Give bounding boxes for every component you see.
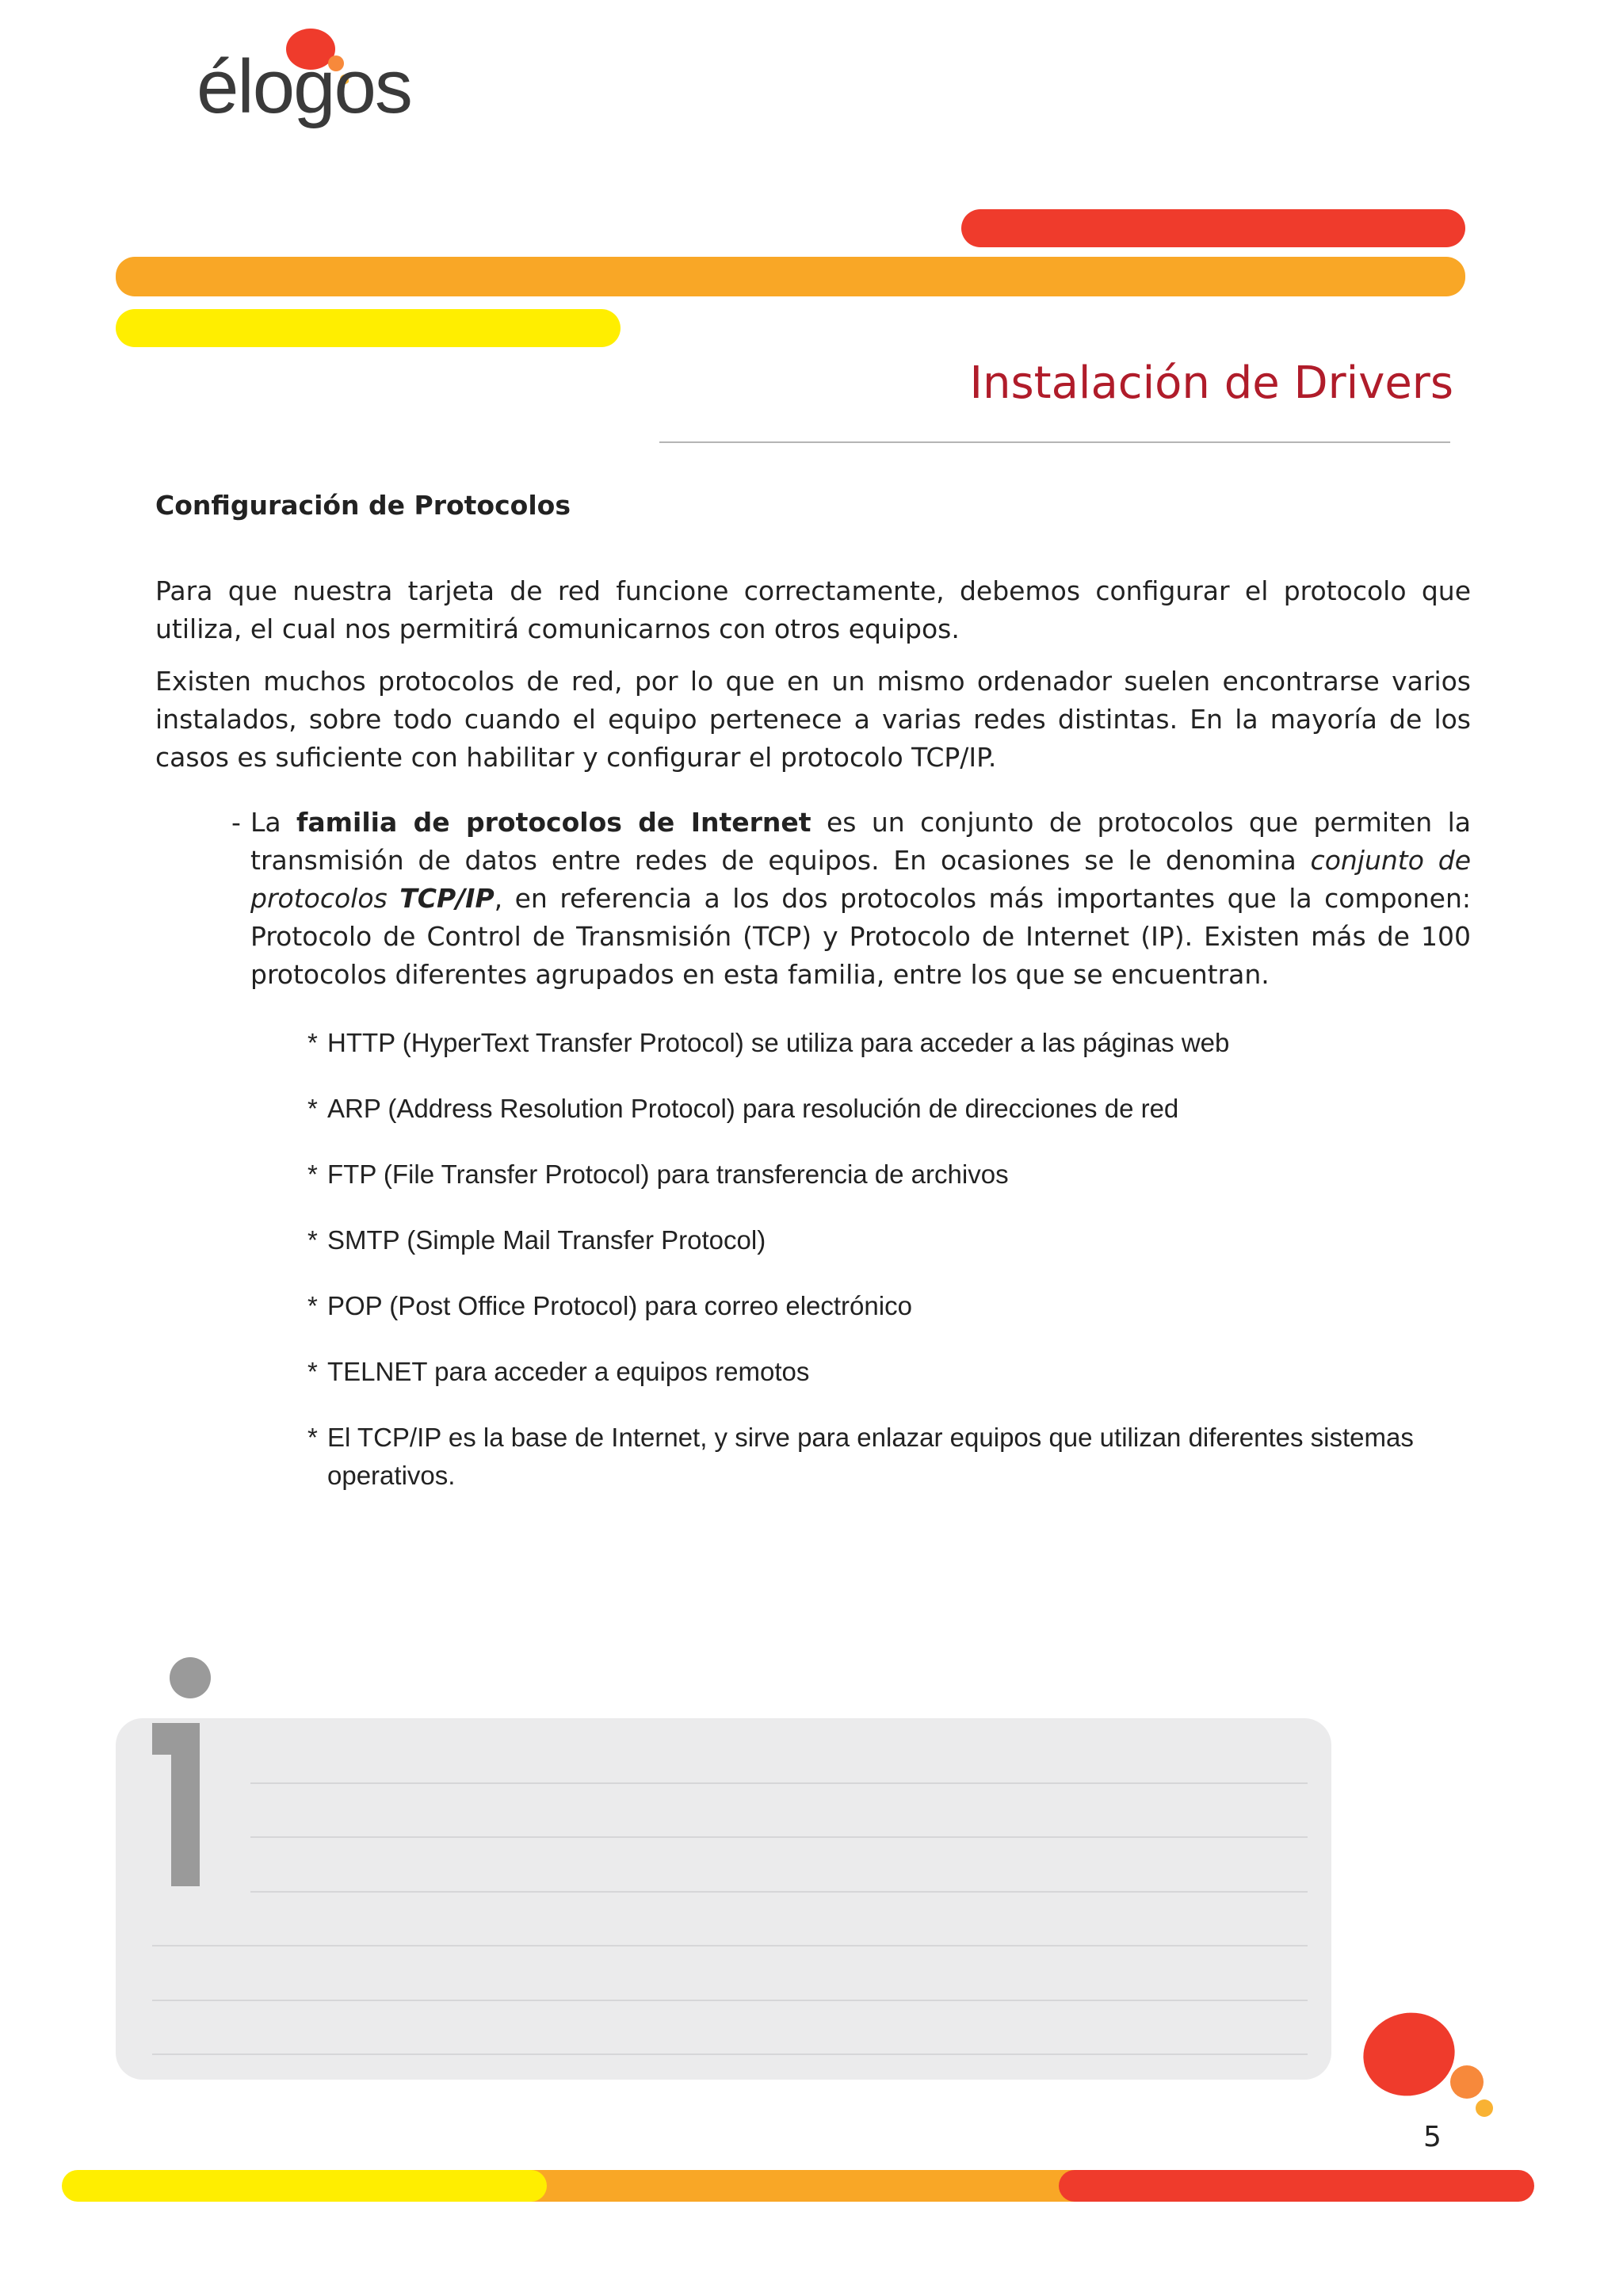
protocol-text: TELNET para acceder a equipos remotos	[327, 1357, 810, 1386]
dash-text-prefix: La	[250, 807, 297, 838]
note-line	[250, 1891, 1308, 1893]
dash-list-item	[231, 804, 1471, 994]
dash-text-middle: es un conjunto de protocolos que permiten la transmisión de datos entre redes de equipos. En ocasiones se le denomina	[250, 807, 1471, 876]
notes-box	[116, 1718, 1331, 2080]
page-number: 5	[1423, 2121, 1442, 2153]
header-bar-orange	[116, 257, 1465, 296]
footer-bar-yellow	[62, 2170, 547, 2202]
bullet-marker: *	[307, 1423, 318, 1452]
protocol-item	[307, 1287, 1471, 1325]
dash-text-bold-italic: TCP/IP	[399, 883, 495, 914]
protocol-item	[307, 1024, 1471, 1062]
note-line	[152, 2000, 1308, 2001]
protocol-item	[307, 1419, 1471, 1495]
protocol-text: POP (Post Office Protocol) para correo electrónico	[327, 1291, 912, 1320]
protocol-text: HTTP (HyperText Transfer Protocol) se utiliza para acceder a las páginas web	[327, 1028, 1230, 1057]
protocol-item	[307, 1221, 1471, 1259]
note-line	[250, 1782, 1308, 1784]
protocol-text: ARP (Address Resolution Protocol) para resolución de direcciones de red	[327, 1094, 1179, 1123]
protocol-item	[307, 1090, 1471, 1128]
header-bar-red	[961, 209, 1465, 247]
dash-text-italic: conjunto de protocolos	[250, 845, 1471, 914]
header-bar-yellow	[116, 309, 621, 347]
note-line	[250, 1836, 1308, 1838]
info-icon	[147, 1652, 214, 1889]
bullet-marker: *	[307, 1357, 318, 1386]
dash-marker: -	[231, 807, 241, 838]
note-line	[152, 2053, 1308, 2055]
section-title: Instalación de Drivers	[969, 357, 1453, 409]
bullet-marker: *	[307, 1291, 318, 1320]
protocol-text: El TCP/IP es la base de Internet, y sirve para enlazar equipos que utilizan diferentes sistemas operativos.	[327, 1423, 1414, 1490]
dash-text-bold: familia de protocolos de Internet	[296, 807, 812, 838]
note-line	[152, 1945, 1308, 1946]
dash-item-text	[250, 804, 1471, 994]
bullet-marker: *	[307, 1094, 318, 1123]
paragraph-2: Existen muchos protocolos de red, por lo que en un mismo ordenador suelen encontrarse varios instalados, sobre todo cuando el equipo pertenece a varias redes distintas. En la mayoría de los casos es suficiente con habilitar y configurar el protocolo TCP/IP.	[155, 666, 1471, 773]
protocol-text: FTP (File Transfer Protocol) para transferencia de archivos	[327, 1159, 1009, 1189]
title-divider	[659, 441, 1450, 443]
protocol-item	[307, 1156, 1471, 1194]
bullet-marker: *	[307, 1159, 318, 1189]
bullet-marker: *	[307, 1225, 318, 1255]
dash-text-suffix: , en referencia a los dos protocolos más importantes que la componen: Protocolo de Control de Transmisión (TCP) y Protocolo de Internet (IP). Existen más de 100 protocolos diferentes agrupados en esta familia, entre los que se encuentran.	[250, 883, 1471, 990]
protocol-item	[307, 1353, 1471, 1391]
footer-bar-red	[1059, 2170, 1534, 2202]
bullet-marker: *	[307, 1028, 318, 1057]
protocol-text: SMTP (Simple Mail Transfer Protocol)	[327, 1225, 766, 1255]
logo-text: élogos	[197, 44, 411, 129]
section-heading: Configuración de Protocolos	[155, 490, 571, 521]
footer-blob-icon	[1361, 2010, 1504, 2121]
paragraph-1: Para que nuestra tarjeta de red funcione correctamente, debemos configurar el protocolo que utiliza, el cual nos permitirá comunicarnos con otros equipos.	[155, 575, 1471, 644]
